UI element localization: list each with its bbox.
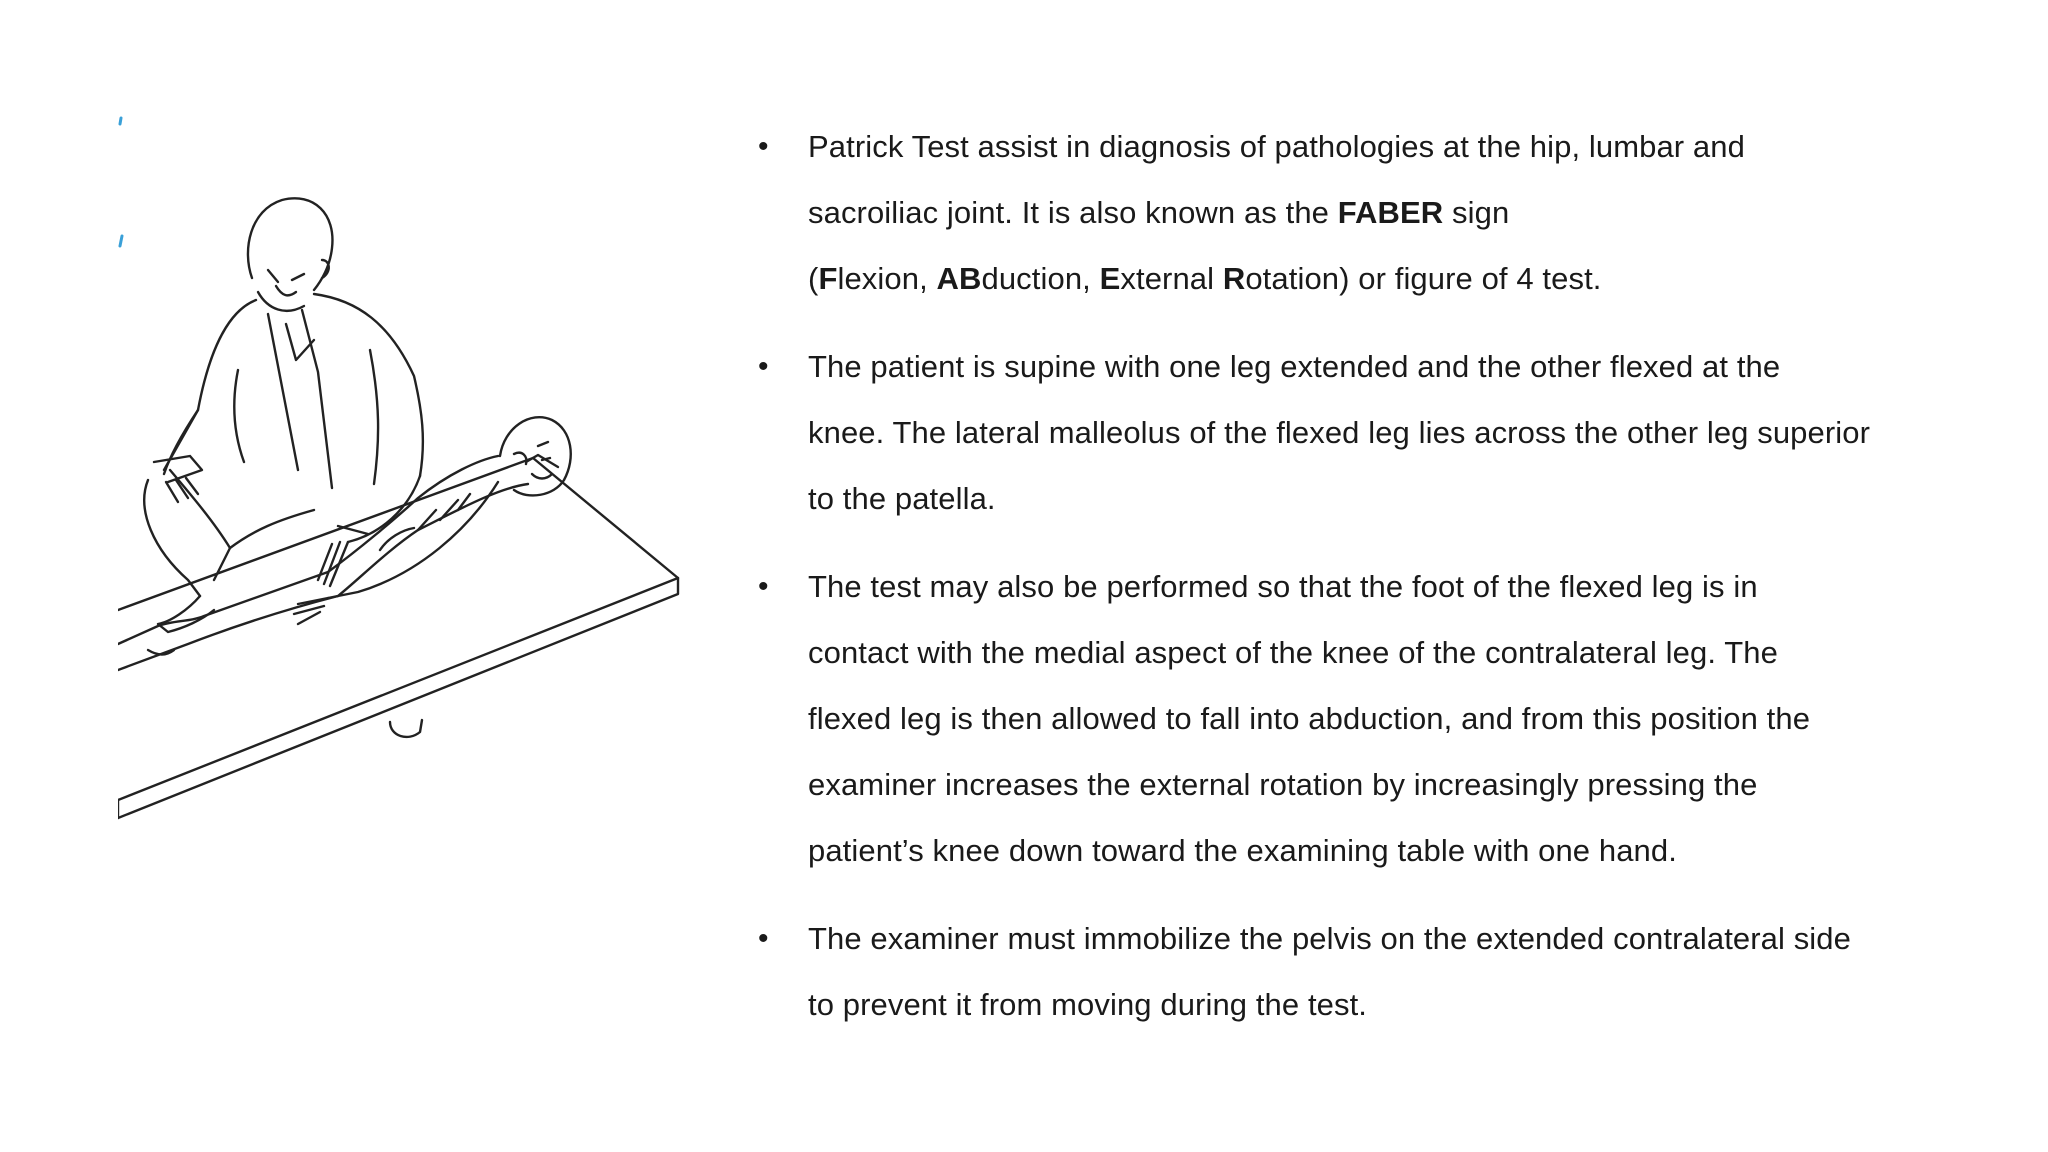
text-segment: to the patella. (808, 481, 996, 516)
bullet-item (758, 554, 1958, 884)
bullet-line (808, 114, 1958, 180)
text-segment: knee. The lateral malleolus of the flexed leg lies across the other leg superior (808, 415, 1871, 450)
bullet-item (758, 334, 1958, 532)
bullet-line (808, 180, 1958, 246)
text-segment: xternal (1120, 261, 1223, 296)
text-segment: examiner increases the external rotation by increasingly pressing the (808, 767, 1758, 802)
bold-text-segment: F (818, 261, 838, 296)
bold-text-segment: E (1099, 261, 1121, 296)
bullet-line (808, 818, 1958, 884)
text-segment: Patrick Test assist in diagnosis of pathologies at the hip, lumbar and (808, 129, 1745, 164)
text-segment: ( (808, 261, 819, 296)
bullet-line (808, 466, 1958, 532)
text-segment: duction, (981, 261, 1100, 296)
text-segment: lexion, (837, 261, 937, 296)
bullet-line (808, 246, 1958, 312)
bullet-line (808, 620, 1958, 686)
bullet-line (808, 906, 1958, 972)
bullet-line (808, 400, 1958, 466)
text-segment: flexed leg is then allowed to fall into abduction, and from this position the (808, 701, 1811, 736)
bullet-line (808, 686, 1958, 752)
bullet-line (808, 972, 1958, 1038)
text-segment: The examiner must immobilize the pelvis on the extended contralateral side (808, 921, 1851, 956)
bold-text-segment: R (1222, 261, 1246, 296)
faber-test-illustration (118, 110, 688, 870)
text-segment: patient’s knee down toward the examining table with one hand. (808, 833, 1677, 868)
bold-text-segment: FABER (1337, 195, 1444, 230)
text-segment: otation) or figure of 4 test. (1245, 261, 1602, 296)
bullet-line (808, 554, 1958, 620)
text-segment: The test may also be performed so that the foot of the flexed leg is in (808, 569, 1758, 604)
bullet-item (758, 114, 1958, 312)
text-segment: sign (1443, 195, 1510, 230)
examiner-and-patient-drawing (118, 110, 688, 870)
text-segment: sacroiliac joint. It is also known as the (808, 195, 1338, 230)
text-segment: to prevent it from moving during the test. (808, 987, 1368, 1022)
text-segment: contact with the medial aspect of the knee of the contralateral leg. The (808, 635, 1778, 670)
bullet-line (808, 752, 1958, 818)
bullet-line (808, 334, 1958, 400)
bullet-list (758, 114, 1958, 1060)
bullet-item (758, 906, 1958, 1038)
bold-text-segment: AB (936, 261, 982, 296)
text-segment: The patient is supine with one leg extended and the other flexed at the (808, 349, 1781, 384)
